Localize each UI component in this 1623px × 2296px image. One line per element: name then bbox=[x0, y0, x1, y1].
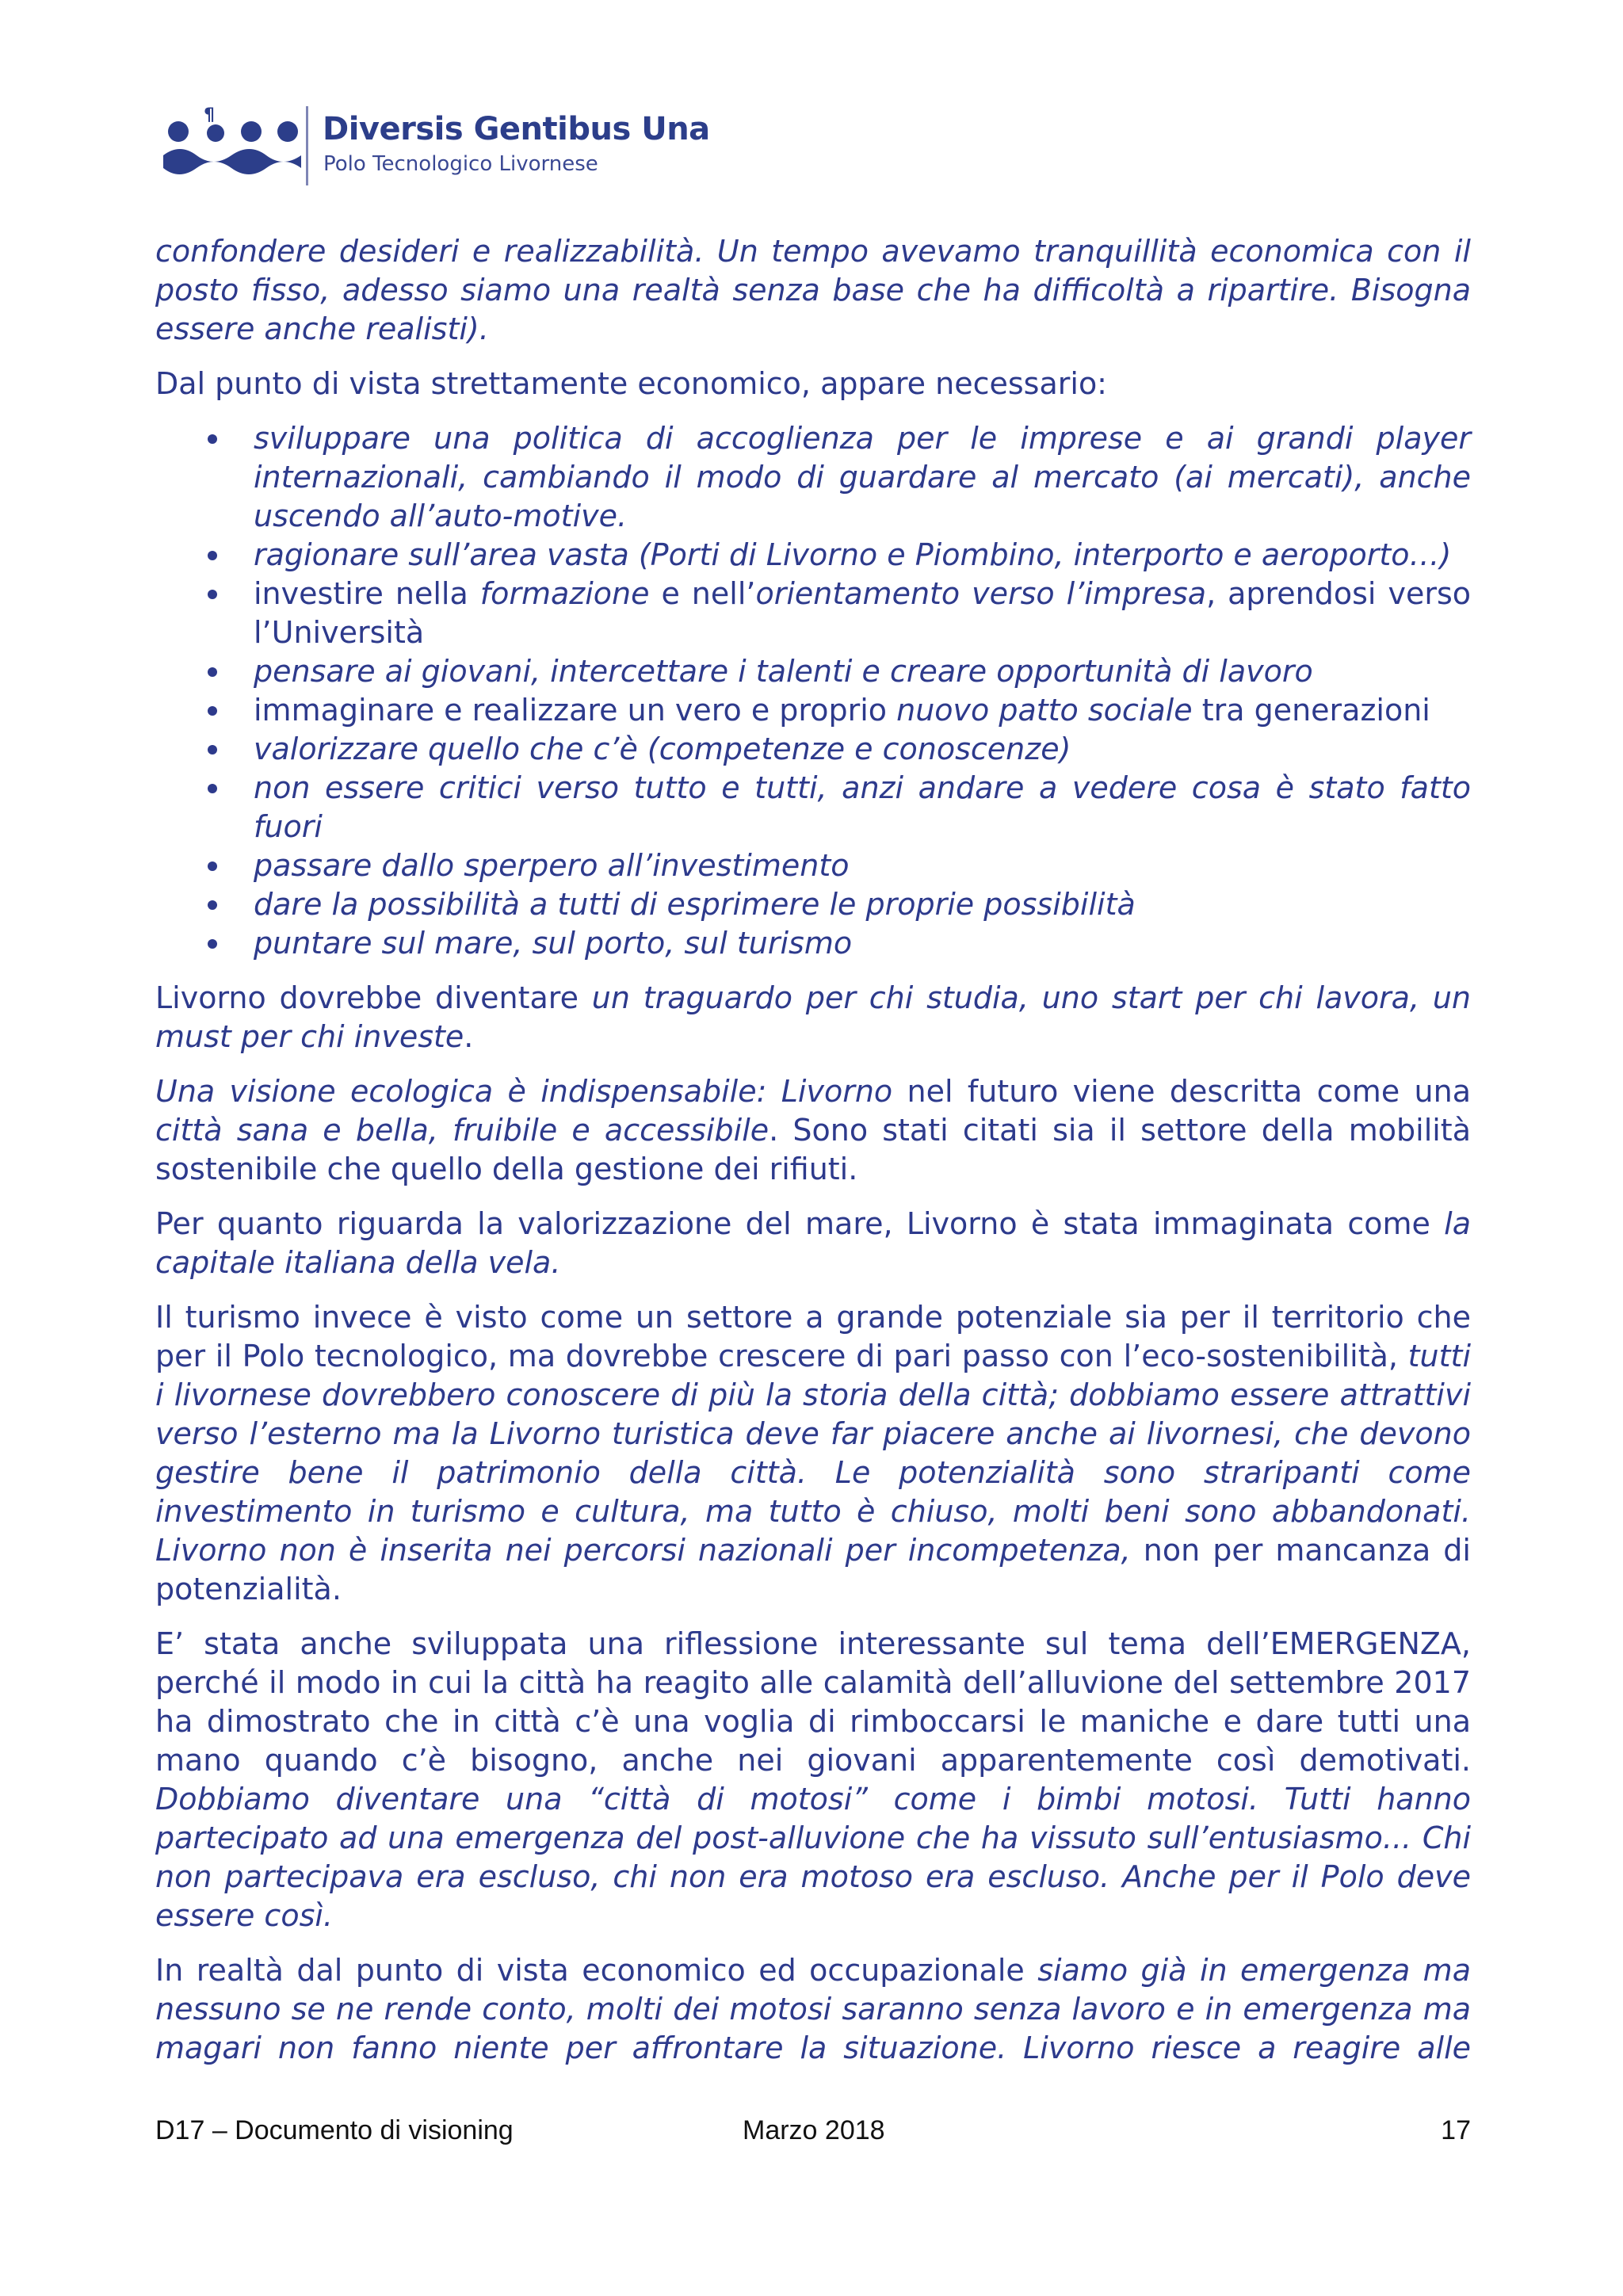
logo-divider bbox=[306, 106, 308, 185]
text-run-italic: Una visione ecologica è indispensabile: Livorno bbox=[155, 1074, 893, 1109]
bullet-item bbox=[254, 691, 1471, 730]
text-run: In realtà dal punto di vista economico ed occupazionale bbox=[155, 1953, 1038, 1988]
text-run-italic: la capitale italiana della vela. bbox=[155, 1206, 1471, 1280]
paragraph-5 bbox=[155, 1205, 1471, 1282]
bullet-item: puntare sul mare, sul porto, sul turismo bbox=[254, 924, 1471, 963]
bullet-item: non essere critici verso tutto e tutti, anzi andare a vedere cosa è stato fatto fuori bbox=[254, 769, 1471, 846]
text-run: . bbox=[464, 1019, 474, 1054]
bullet-text-italic: nuovo patto sociale bbox=[896, 693, 1193, 728]
bullet-text: immaginare e realizzare un vero e proprio bbox=[254, 693, 897, 728]
footer-document-title: D17 – Documento di visioning bbox=[155, 2115, 514, 2145]
bullet-item: pensare ai giovani, intercettare i talenti e creare opportunità di lavoro bbox=[254, 652, 1471, 691]
text-run: nel futuro viene descritta come una bbox=[892, 1074, 1471, 1109]
paragraph-8 bbox=[155, 1951, 1471, 2068]
bullet-text: tra generazioni bbox=[1192, 693, 1430, 728]
text-run-italic: tutti i livornese dovrebbero conoscere di più la storia della città; dobbiamo essere attrattivi verso l’esterno ma la Livorno turistica deve far piacere anche ai livornesi, che devono gestire bene il patrimonio della città. Le potenzialità sono straripanti come investimento in turismo e cultura, ma tutto è chiuso, molti beni sono abbandonati. Livorno non è inserita nei percorsi nazionali per incompetenza, bbox=[155, 1339, 1471, 1568]
footer-date: Marzo 2018 bbox=[743, 2115, 885, 2145]
logo-subtitle: Polo Tecnologico Livornese bbox=[323, 152, 598, 176]
text-run: non per mancanza di potenzialità. bbox=[155, 1533, 1471, 1606]
logo-title: Diversis Gentibus Una bbox=[323, 111, 710, 147]
page-footer bbox=[155, 2115, 1471, 2155]
bullet-text-italic: orientamento verso l’impresa bbox=[755, 576, 1207, 611]
bullet-list bbox=[155, 419, 1471, 963]
text-run: Per quanto riguarda la valorizzazione del mare, Livorno è stata immaginata come bbox=[155, 1206, 1445, 1241]
paragraph-7 bbox=[155, 1625, 1471, 1935]
text-run-italic: città sana e bella, fruibile e accessibile bbox=[155, 1113, 769, 1148]
paragraph-3 bbox=[155, 979, 1471, 1056]
paragraph-1: confondere desideri e realizzabilità. Un tempo avevamo tranquillità economica con il posto fisso, adesso siamo una realtà senza base che ha difficoltà a ripartire. Bisogna essere anche realisti). bbox=[155, 234, 1471, 346]
bullet-item: valorizzare quello che c’è (competenze e conoscenze) bbox=[254, 730, 1471, 769]
paragraph-2: Dal punto di vista strettamente economico, appare necessario: bbox=[155, 366, 1107, 401]
waves-dots-logo-icon bbox=[158, 103, 317, 190]
bullet-text: e nell’ bbox=[649, 576, 756, 611]
paragraph-6 bbox=[155, 1298, 1471, 1609]
bullet-item: dare la possibilità a tutti di esprimere le proprie possibilità bbox=[254, 885, 1471, 924]
paragraph-4 bbox=[155, 1072, 1471, 1189]
bullet-text-italic: formazione bbox=[479, 576, 650, 611]
svg-text:¶: ¶ bbox=[204, 105, 215, 125]
bullet-item: passare dallo sperpero all’investimento bbox=[254, 846, 1471, 885]
text-run: Il turismo invece è visto come un settore a grande potenziale sia per il territorio che per il Polo tecnologico, ma dovrebbe crescere di pari passo con l’eco-sostenibilità, bbox=[155, 1300, 1471, 1373]
bullet-text: investire nella bbox=[254, 576, 480, 611]
bullet-item bbox=[254, 575, 1471, 652]
bullet-item: ragionare sull’area vasta (Porti di Livorno e Piombino, interporto e aeroporto…) bbox=[254, 536, 1471, 575]
text-run: . Sono stati citati sia il settore della mobilità sostenibile che quello della gestione dei rifiuti. bbox=[155, 1113, 1471, 1186]
header-logo bbox=[158, 103, 710, 190]
text-run: E’ stata anche sviluppata una riflessione interessante sul tema dell’EMERGENZA, perché il modo in cui la città ha reagito alle calamità dell’alluvione del settembre 2017 ha dimostrato che in città c’è una voglia di rimboccarsi le maniche e dare tutti una mano quando c’è bisogno, anche nei giovani apparentemente così demotivati. bbox=[155, 1626, 1471, 1778]
text-run-italic: un traguardo per chi studia, uno start per chi lavora, un must per chi investe bbox=[155, 980, 1471, 1054]
document-body bbox=[155, 232, 1471, 2084]
text-run-italic: siamo già in emergenza ma nessuno se ne rende conto, molti dei motosi saranno senza lavoro e in emergenza ma magari non fanno niente per affrontare la situazione. Livorno riesce a reagire alle bbox=[155, 1953, 1471, 2065]
text-run-italic: Dobbiamo diventare una “città di motosi” come i bimbi motosi. Tutti hanno partecipato ad una emergenza del post-alluvione che ha vissuto sull’entusiasmo... Chi non partecipava era escluso, chi non era motoso era escluso. Anche per il Polo deve essere così. bbox=[155, 1782, 1471, 1933]
bullet-text: , aprendosi verso l’Università bbox=[254, 576, 1471, 650]
footer-page-number: 17 bbox=[1441, 2115, 1471, 2145]
text-run: Livorno dovrebbe diventare bbox=[155, 980, 592, 1015]
bullet-item: sviluppare una politica di accoglienza per le imprese e ai grandi player internazionali, cambiando il modo di guardare al mercato (ai mercati), anche uscendo all’auto-motive. bbox=[254, 419, 1471, 536]
